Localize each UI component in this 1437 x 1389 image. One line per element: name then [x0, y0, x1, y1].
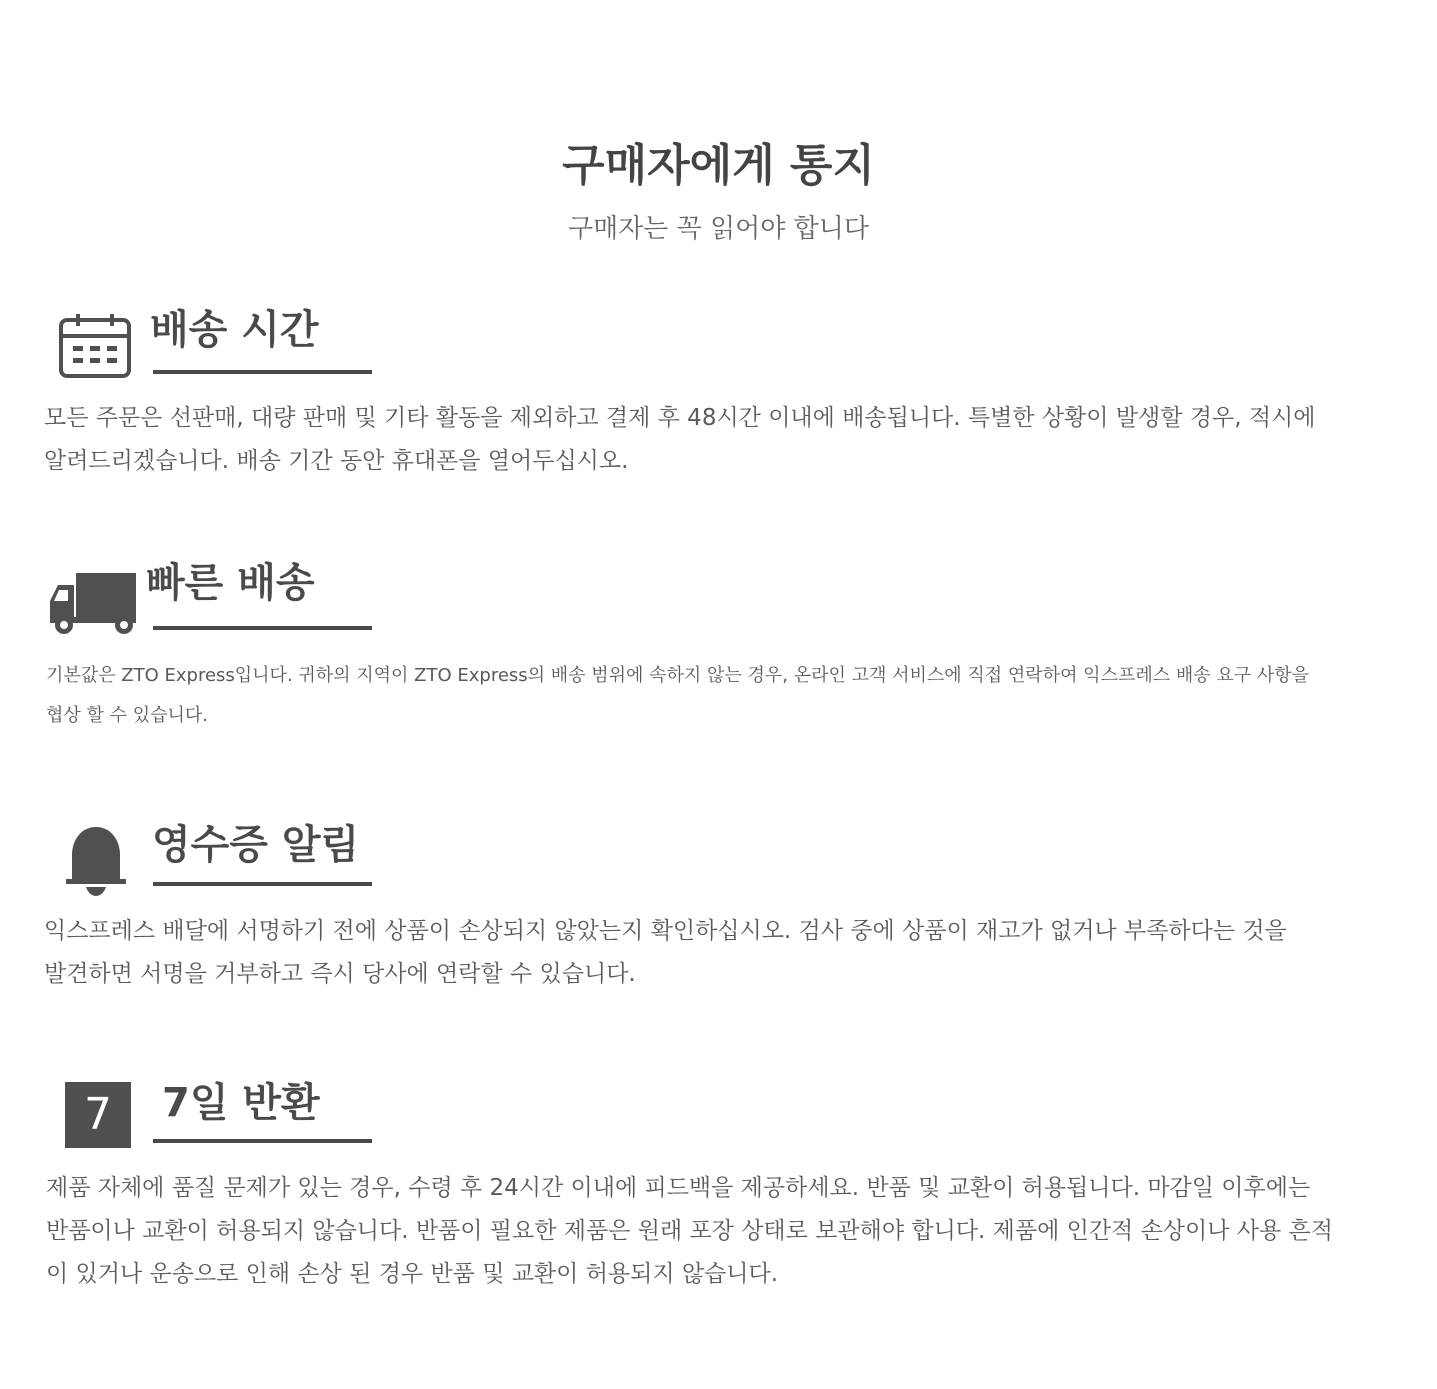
- section-title: 영수증 알림: [152, 822, 360, 868]
- section-title: 빠른 배송: [146, 560, 315, 606]
- title-underline: [153, 1139, 372, 1143]
- title-underline: [153, 626, 372, 630]
- title-underline: [153, 882, 372, 886]
- calendar-icon: [58, 312, 132, 382]
- section-body: 기본값은 ZTO Express입니다. 귀하의 지역이 ZTO Express의 배송 범위에 속하지 않는 경우, 온라인 고객 서비스에 직접 연락하여 익스프레스 배송 요구 사항을 협상 할 수 있습니다.: [46, 665, 1309, 726]
- bell-icon: [66, 825, 126, 901]
- section-title: 7일 반환: [162, 1080, 320, 1126]
- section-body: 익스프레스 배달에 서명하기 전에 상품이 손상되지 않았는지 확인하십시오. 검사 중에 상품이 재고가 없거나 부족하다는 것을 발견하면 서명을 거부하고 즉시 당사에 연락할 수 있습니다.: [44, 918, 1287, 987]
- title-underline: [153, 370, 372, 374]
- section-title: 배송 시간: [150, 307, 319, 353]
- page-title: 구매자에게 통지: [562, 140, 875, 191]
- seven-day-icon: 7: [65, 1082, 131, 1148]
- notice-header: [0, 140, 1437, 246]
- section-body: 모든 주문은 선판매, 대량 판매 및 기타 활동을 제외하고 결제 후 48시간 이내에 배송됩니다. 특별한 상황이 발생할 경우, 적시에 알려드리겠습니다. 배송 기간 동안 휴대폰을 열어두십시오.: [44, 405, 1316, 474]
- truck-icon: [46, 571, 138, 641]
- section-body: 제품 자체에 품질 문제가 있는 경우, 수령 후 24시간 이내에 피드백을 제공하세요. 반품 및 교환이 허용됩니다. 마감일 이후에는 반품이나 교환이 허용되지 않습니다. 반품이 필요한 제품은 원래 포장 상태로 보관해야 합니다. 제품에 인간적 손상이나 사용 흔적이 있거나 운송으로 인해 손상 된 경우 반품 및 교환이 허용되지 않습니다.: [46, 1175, 1333, 1287]
- page-subtitle: 구매자는 꼭 읽어야 합니다: [567, 214, 870, 244]
